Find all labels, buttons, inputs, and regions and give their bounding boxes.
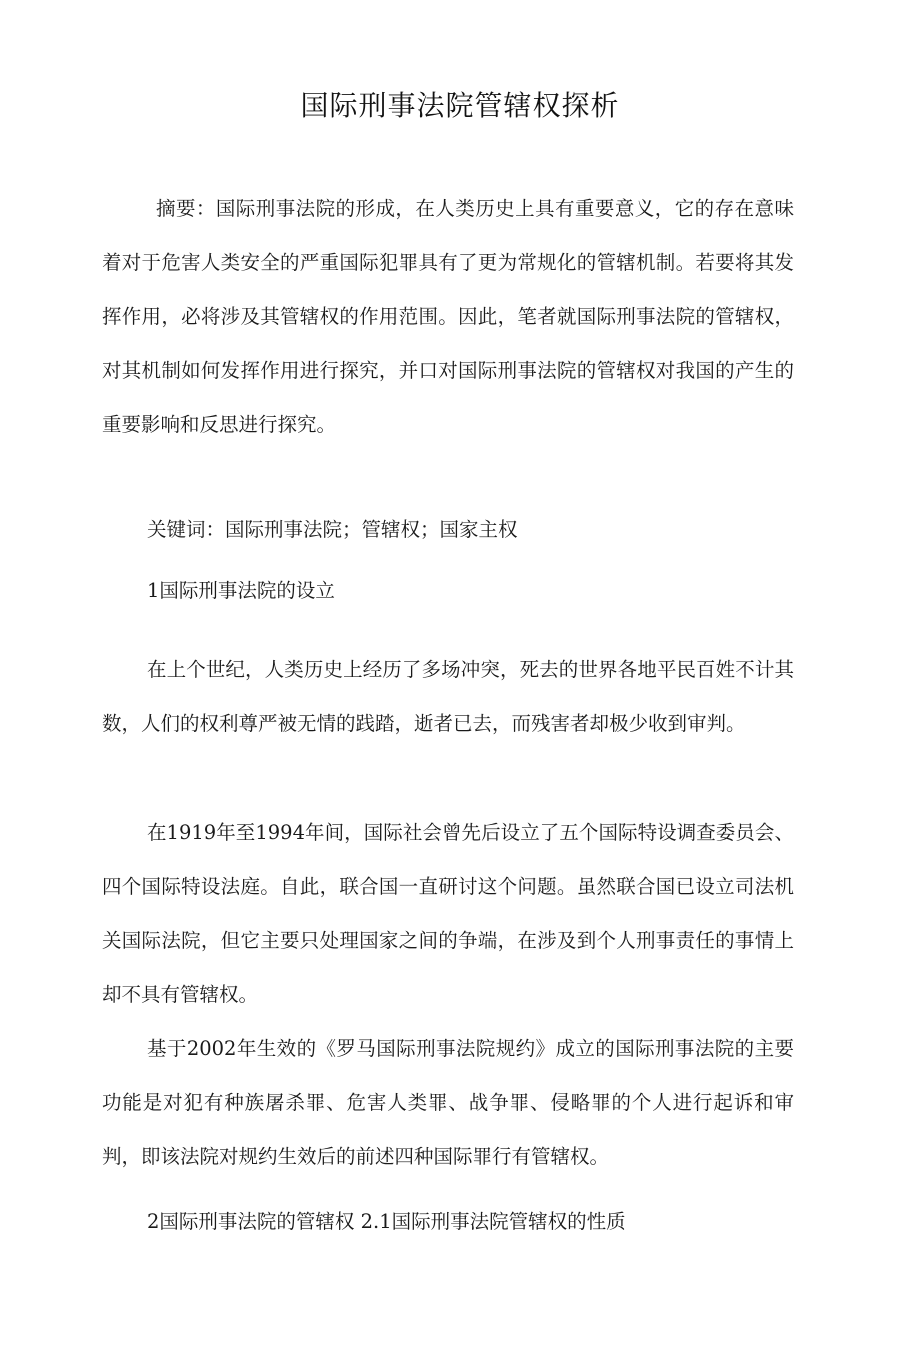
document-title: 国际刑事法院管辖权探析 [300,89,620,122]
abstract-paragraph: 摘要：国际刑事法院的形成，在人类历史上具有重要意义，它的存在意味着对于危害人类安全的严重国际犯罪具有了更为常规化的管辖机制。若要将其发挥作用，必将涉及其管辖权的作用范围。因此，笔者就国际刑事法院的管辖权，对其机制如何发挥作用进行探究，并口对国际刑事法院的管辖权对我国的产生的重要影响和反思进行探究。 [102,197,794,436]
body-paragraph-2: 在1919年至1994年间，国际社会曾先后设立了五个国际特设调查委员会、四个国际特设法庭。自此，联合国一直研讨这个问题。虽然联合国已设立司法机关国际法院，但它主要只处理国家之间的争端，在涉及到个人刑事责任的事情上却不具有管辖权。 [102,821,794,1006]
body-paragraph-3: 基于2002年生效的《罗马国际刑事法院规约》成立的国际刑事法院的主要功能是对犯有种族屠杀罪、危害人类罪、战争罪、侵略罪的个人进行起诉和审判，即该法院对规约生效后的前述四种国际罪行有管辖权。 [102,1037,794,1168]
keywords-line: 关键词：国际刑事法院；管辖权；国家主权 [147,518,518,541]
body-paragraph-1: 在上个世纪，人类历史上经历了多场冲突，死去的世界各地平民百姓不计其数，人们的权利尊严被无情的践踏，逝者已去，而残害者却极少收到审判。 [102,658,794,735]
section-heading-1: 1国际刑事法院的设立 [147,579,335,602]
section-heading-2: 2国际刑事法院的管辖权 2.1国际刑事法院管辖权的性质 [147,1210,626,1233]
